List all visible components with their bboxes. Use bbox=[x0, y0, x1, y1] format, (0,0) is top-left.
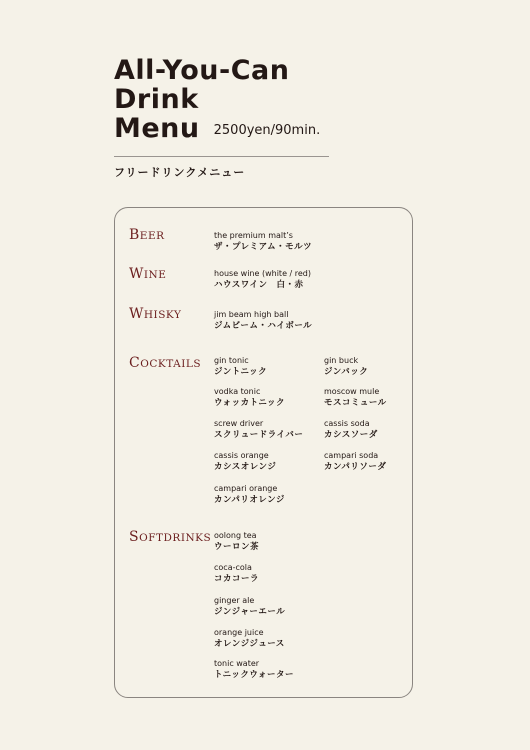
item-japanese: ハウスワイン 白・赤 bbox=[214, 280, 304, 290]
item-english: orange juice bbox=[214, 628, 264, 637]
title-menu-word: Menu bbox=[114, 113, 200, 144]
item-english: coca-cola bbox=[214, 563, 252, 572]
list-item bbox=[214, 418, 303, 441]
item-english: screw driver bbox=[214, 419, 264, 428]
list-item bbox=[214, 450, 276, 473]
item-english: vodka tonic bbox=[214, 387, 261, 396]
item-japanese: ジンバック bbox=[324, 367, 369, 377]
item-japanese: コカコーラ bbox=[214, 574, 260, 584]
list-item bbox=[214, 530, 259, 553]
item-japanese: ジムビーム・ハイボール bbox=[214, 321, 313, 331]
category-beer-initial: B bbox=[129, 227, 140, 243]
list-item bbox=[324, 418, 378, 441]
item-english: gin buck bbox=[324, 356, 359, 365]
list-item bbox=[324, 386, 387, 409]
category-cocktails-rest: OCKTAILS bbox=[140, 358, 202, 370]
item-japanese: スクリュードライバー bbox=[214, 430, 304, 440]
title-divider bbox=[114, 156, 329, 157]
item-japanese: ウーロン茶 bbox=[214, 542, 260, 552]
list-item bbox=[214, 562, 259, 585]
menu-card bbox=[114, 207, 413, 698]
list-item bbox=[214, 658, 294, 681]
category-cocktails bbox=[129, 355, 201, 371]
category-softdrinks-rest: OFTDRINKS bbox=[139, 532, 212, 544]
category-whisky-rest: HISKY bbox=[143, 309, 182, 321]
category-beer-rest: EER bbox=[139, 230, 165, 242]
item-english: house wine (white / red) bbox=[214, 269, 311, 278]
category-whisky-initial: W bbox=[129, 306, 144, 322]
item-english: campari soda bbox=[324, 451, 379, 460]
category-softdrinks-initial: S bbox=[129, 529, 140, 545]
list-item bbox=[214, 230, 312, 253]
list-item bbox=[214, 483, 285, 506]
list-item bbox=[214, 386, 285, 409]
category-beer bbox=[129, 227, 165, 243]
list-item bbox=[214, 627, 285, 650]
item-japanese: カシスソーダ bbox=[324, 430, 378, 440]
menu-title bbox=[114, 56, 320, 145]
item-japanese: カンパリオレンジ bbox=[214, 495, 285, 505]
item-japanese: モスコミュール bbox=[324, 398, 387, 408]
list-item bbox=[214, 309, 312, 332]
category-softdrinks bbox=[129, 529, 211, 545]
title-line-3 bbox=[114, 114, 320, 145]
item-english: oolong tea bbox=[214, 531, 257, 540]
item-english: jim beam high ball bbox=[214, 310, 289, 319]
item-japanese: ウォッカトニック bbox=[214, 398, 285, 408]
list-item bbox=[214, 268, 311, 291]
list-item bbox=[214, 595, 285, 618]
title-line-1: All-You-Can bbox=[114, 55, 290, 86]
list-item bbox=[324, 355, 368, 378]
item-japanese: ザ・プレミアム・モルツ bbox=[214, 242, 313, 252]
category-whisky bbox=[129, 306, 181, 322]
item-english: cassis orange bbox=[214, 451, 269, 460]
list-item bbox=[214, 355, 267, 378]
title-line-2: Drink bbox=[114, 84, 199, 115]
category-wine bbox=[129, 266, 166, 282]
item-english: ginger ale bbox=[214, 596, 255, 605]
category-cocktails-initial: C bbox=[129, 355, 141, 371]
item-japanese: カシスオレンジ bbox=[214, 462, 277, 472]
item-english: moscow mule bbox=[324, 387, 380, 396]
category-wine-initial: W bbox=[129, 266, 144, 282]
item-english: tonic water bbox=[214, 659, 260, 668]
item-english: campari orange bbox=[214, 484, 278, 493]
item-japanese: ジンジャーエール bbox=[214, 607, 286, 617]
category-wine-rest: INE bbox=[143, 269, 167, 281]
item-japanese: オレンジジュース bbox=[214, 639, 285, 649]
item-english: gin tonic bbox=[214, 356, 249, 365]
item-japanese: トニックウォーター bbox=[214, 670, 294, 680]
item-japanese: ジントニック bbox=[214, 367, 268, 377]
list-item bbox=[324, 450, 386, 473]
price-text: 2500yen/90min. bbox=[213, 123, 321, 138]
item-english: cassis soda bbox=[324, 419, 370, 428]
item-english: the premium malt’s bbox=[214, 231, 293, 240]
item-japanese: カンパリソーダ bbox=[324, 462, 387, 472]
subtitle-japanese: フリードリンクメニュー bbox=[114, 166, 246, 179]
